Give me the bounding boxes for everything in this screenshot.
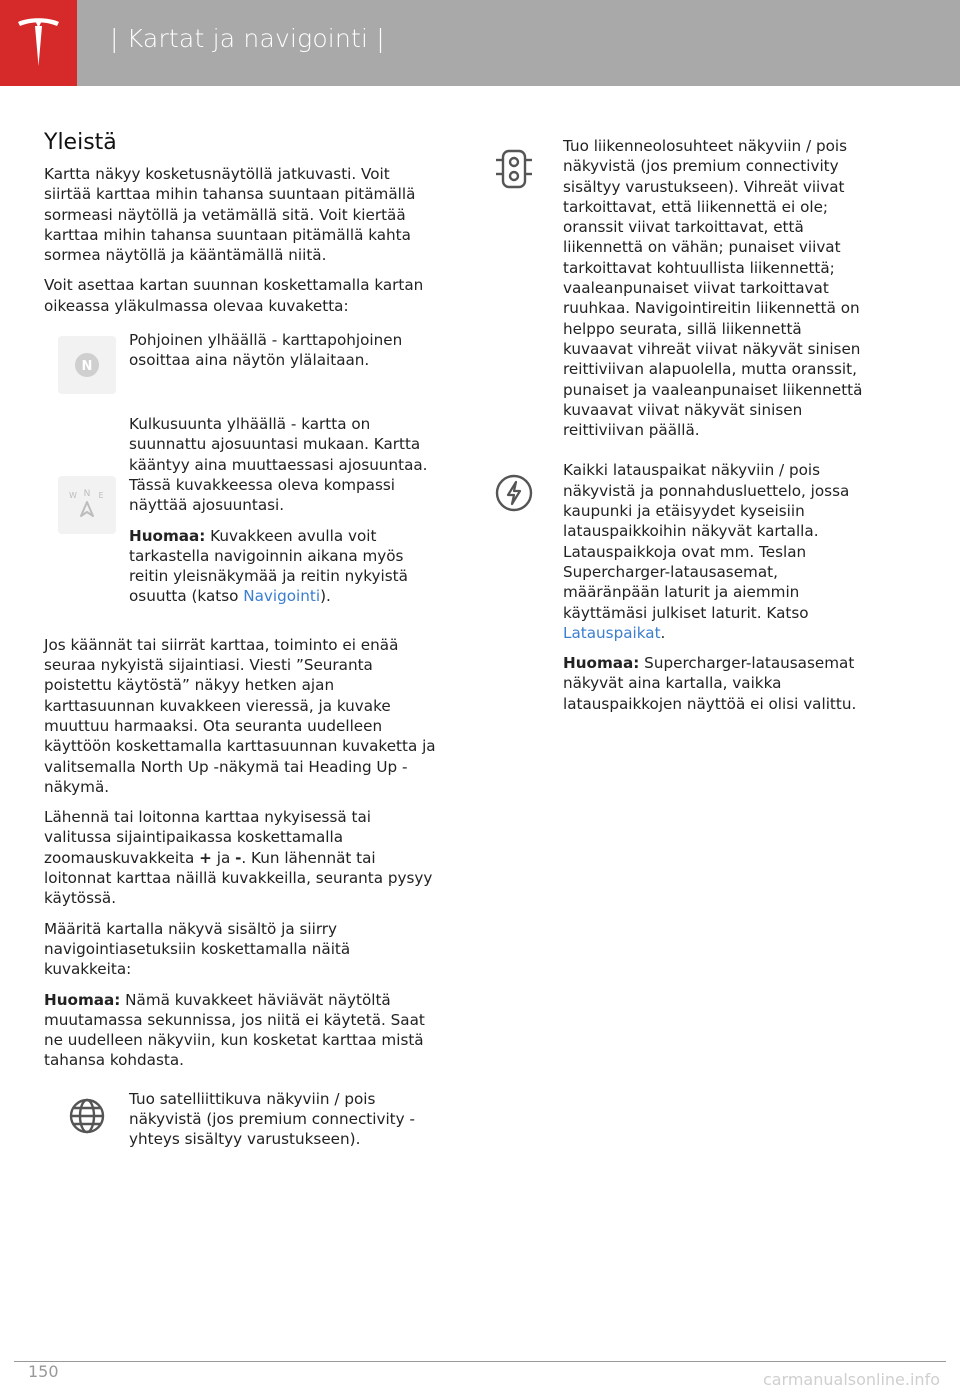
charging-note xyxy=(563,653,873,714)
satellite-row xyxy=(44,1089,439,1160)
tracking-paragraph: Jos käännät tai siirrät karttaa, toiminto ei enää seuraa nykyistä sijaintiasi. Viesti ”Seuranta poistettu käytöstä” näkyy hetken ajan karttasuunnan kuvakkeen vieressä, ja kuvake muuttuu harmaaksi. Ota seuranta uudelleen käyttöön koskettamalla karttasuunnan kuvaketta ja valitsemalla North Up -näkymä tai Heading Up -näkymä. xyxy=(44,635,436,796)
page-title: | Kartat ja navigointi | xyxy=(110,24,385,53)
page-header xyxy=(0,0,960,86)
note-text-end: ). xyxy=(320,587,331,606)
zoom-text-a: Lähennä tai loitonna karttaa nykyisessä tai valitussa sijaintipaikassa koskettamalla zoomauskuvakkeita xyxy=(44,808,371,867)
left-column xyxy=(44,130,439,1174)
icons-paragraph: Määritä kartalla näkyvä sisältö ja siirry navigointiasetuksiin koskettamalla näitä kuvakkeita: xyxy=(44,919,351,979)
satellite-icon-cell xyxy=(44,1089,129,1135)
traffic-description: Tuo liikenneolosuhteet näkyviin / pois näkyvistä (jos premium connectivity sisältyy varustukseen). Vihreät viivat tarkoittavat, että liikennettä ei ole; oranssit viivat tarkoittavat, että liikennettä on vähän; punaiset viivat tarkoittavat kohtuullista liikennettä; vaaleanpunaiset viivat tarkoittavat ruuhkaa. Navigointireitin liikennettä on helppo seurata, sillä liikennettä kuvaavat vihreät viivat näkyvät sinisen reittiviivan alapuolella, mutta oranssit, punaiset ja vaaleanpunaiset liikennettä kuvaavat viivat näkyvät sinisen reittiviivan päällä. xyxy=(563,137,863,440)
heading-up-text xyxy=(129,414,439,617)
zoom-minus: - xyxy=(235,848,242,867)
page-number: 150 xyxy=(28,1362,59,1381)
right-column xyxy=(563,136,873,732)
note-label: Huomaa: xyxy=(44,990,121,1009)
north-up-icon xyxy=(74,352,100,378)
north-up-row xyxy=(44,330,439,394)
orientation-paragraph: Voit asettaa kartan suunnan koskettamalla kartan oikeassa yläkulmassa olevaa kuvaketta: xyxy=(44,276,424,315)
section-heading: Yleistä xyxy=(44,130,117,155)
note-label: Huomaa: xyxy=(563,654,640,673)
note-text: Nämä kuvakkeet häviävät näytöltä muutamassa sekunnissa, jos niitä ei käytetä. Saat ne uudelleen näkyviin, kun kosketat karttaa mistä tahansa kohdasta. xyxy=(44,990,425,1070)
north-up-icon-box xyxy=(58,336,116,394)
icons-note xyxy=(44,990,439,1071)
zoom-paragraph xyxy=(44,807,439,908)
note-text: Kuvakkeen avulla voit tarkastella navigoinnin aikana myös reitin yleisnäkymää ja reitin nykyistä osuutta (katso xyxy=(129,526,408,606)
satellite-text xyxy=(129,1089,439,1160)
tesla-logo-icon xyxy=(16,16,61,68)
heading-up-note xyxy=(129,526,439,607)
charging-text: Kaikki latauspaikat näkyviin / pois näkyvistä ja ponnahdusluettelo, jossa kaupunki ja etäisyydet kyseisiin latauspaikkoihin näkyvät kartalla. Latauspaikkoja ovat mm. Teslan Supercharger-latausasemat, määränpään laturit ja aiemmin käyttämäsi julkiset laturit. Katso xyxy=(563,461,850,622)
charging-description xyxy=(563,460,873,643)
satellite-description: Tuo satelliittikuva näkyviin / pois näkyvistä (jos premium connectivity -yhteys sisältyy varustukseen). xyxy=(129,1089,415,1149)
zoom-text-b: ja xyxy=(211,848,236,867)
charging-text-end: . xyxy=(660,623,666,642)
heading-up-icon-box xyxy=(58,476,116,534)
logo-box xyxy=(0,0,77,86)
heading-up-row xyxy=(44,414,439,617)
svg-text:N: N xyxy=(81,359,92,375)
heading-up-description: Kulkusuunta ylhäällä - kartta on suunnattu ajosuuntasi mukaan. Kartta kääntyy aina muuttaessasi ajosuuntaa. Tässä kuvakkeessa oleva kompassi näyttää ajosuuntasi. xyxy=(129,415,428,515)
north-up-text xyxy=(129,330,439,381)
zoom-plus: + xyxy=(199,848,212,867)
zoom-text-c: . Kun lähennät tai loitonnat karttaa näillä kuvakkeilla, seuranta pysyy käytössä. xyxy=(44,848,433,908)
traffic-light-icon xyxy=(493,148,535,190)
traffic-row xyxy=(563,136,873,440)
charging-bolt-icon xyxy=(493,472,535,514)
svg-text:W: W xyxy=(68,491,77,501)
svg-text:E: E xyxy=(97,491,104,501)
globe-icon xyxy=(68,1097,106,1135)
footer-divider xyxy=(14,1361,946,1362)
north-up-description: Pohjoinen ylhäällä - karttapohjoinen osoittaa aina näytön ylälaitaan. xyxy=(129,331,403,370)
heading-up-icon-cell xyxy=(44,414,129,534)
note-label: Huomaa: xyxy=(129,526,206,545)
navigointi-link[interactable]: Navigointi xyxy=(243,587,321,606)
note-text: Supercharger-latausasemat näkyvät aina kartalla, vaikka latauspaikkojen näyttöä ei olisi valittu. xyxy=(563,654,857,713)
svg-text:N: N xyxy=(83,489,90,500)
north-up-icon-cell xyxy=(44,330,129,394)
charging-row xyxy=(563,460,873,714)
heading-up-icon xyxy=(67,485,107,525)
watermark: carmanualsonline.info xyxy=(762,1370,940,1389)
intro-paragraph: Kartta näkyy kosketusnäytöllä jatkuvasti. Voit siirtää karttaa mihin tahansa suuntaan pitämällä sormeasi näytöllä ja vetämällä sitä. Voit kiertää karttaa mihin tahansa suuntaan pitämällä kahta sormea näytöllä ja kääntämällä niitä. xyxy=(44,165,416,265)
latauspaikat-link[interactable]: Latauspaikat xyxy=(563,623,661,642)
